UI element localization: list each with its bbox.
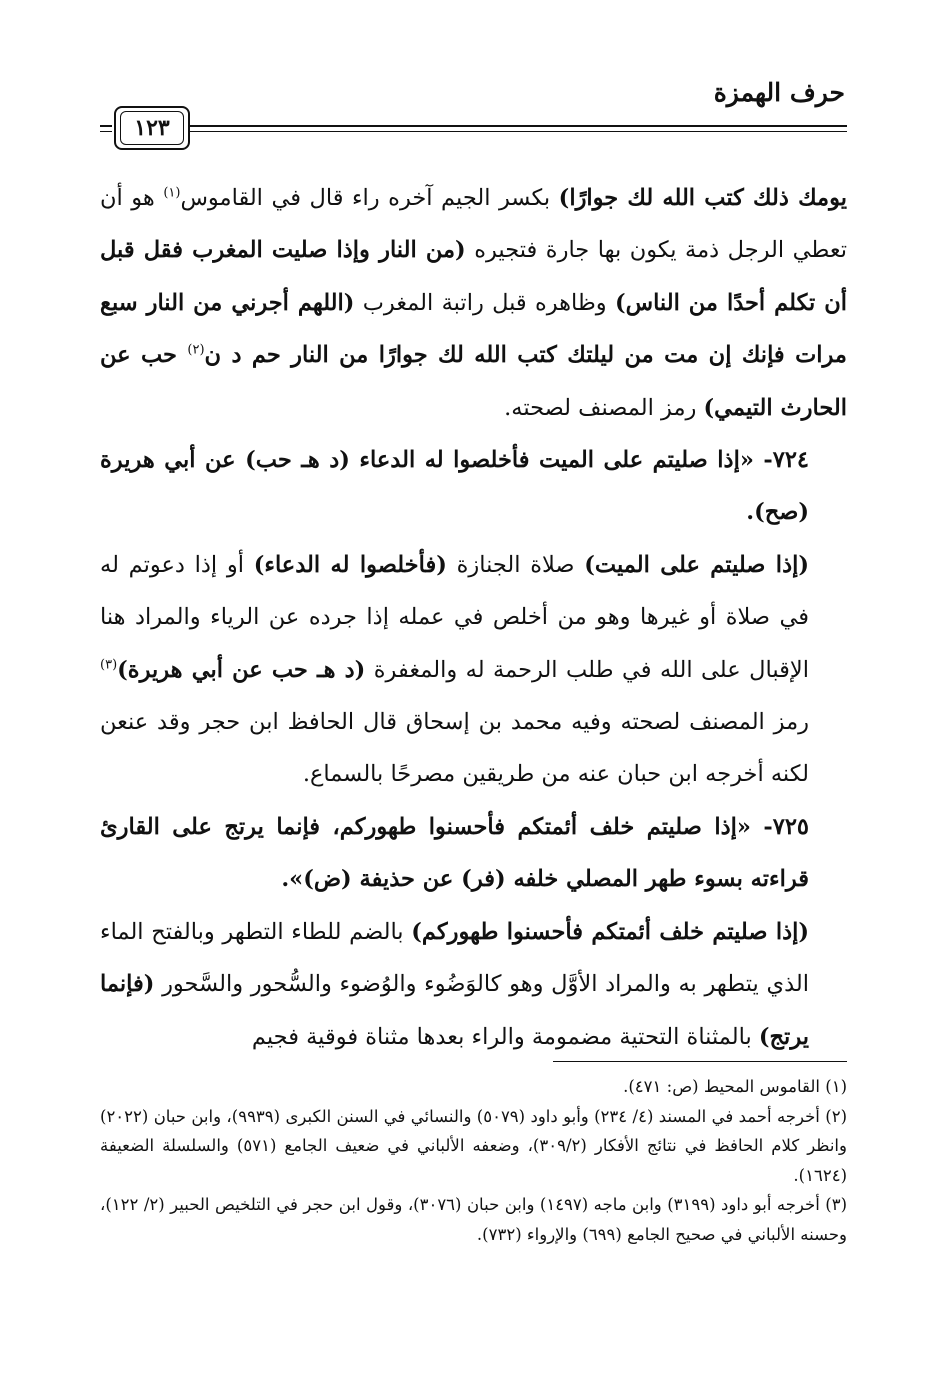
hadith-725 (100, 801, 847, 906)
text-span: بكسر الجيم آخره راء قال في القاموس (180, 185, 559, 211)
header-rule-left (100, 125, 112, 132)
header-rule (190, 125, 847, 132)
bold-span: حب عن الحارث التيمي) (100, 342, 847, 421)
bold-span: (د هـ حب عن أبي هريرة) (117, 656, 366, 683)
text-span: وظاهره قبل راتبة المغرب (354, 289, 615, 316)
bold-span: (فإنما يرتج) (100, 971, 809, 1050)
text-span: بالضم للطاء التطهر وبالفتح الماء الذي يتطهر به والمراد الأوَّل وهو كالوَضُوء والوُضوء والسُّحور والسَّحور (100, 918, 809, 998)
bold-span: (إذا صليتم على الميت) (584, 551, 809, 578)
footnote-ref-1: (١) (163, 185, 181, 201)
footnote-1: (١) القاموس المحيط (ص: ٤٧١). (623, 1077, 847, 1096)
footnote-ref-2: (٢) (187, 342, 205, 358)
hadith-text: «إذا صليتم خلف أئمتكم فأحسنوا طهوركم، فإنما يرتج على القارئ قراءته بسوء طهر المصلي خلفه (فر) عن حذيفة (ض)». (100, 813, 809, 893)
main-text (100, 172, 847, 1063)
paragraph-5 (100, 906, 847, 1063)
text-span: رمز المصنف لصحته. (504, 394, 704, 421)
running-title: حرف الهمزة (713, 78, 845, 107)
page-number-frame (114, 106, 190, 150)
bold-span: (فأخلصوا له الدعاء) (253, 551, 447, 578)
bold-span: (اللهم أجرني من النار سبع مرات فإنك إن مت من ليلتك كتب الله لك جوارًا من النار حم د ن (100, 289, 847, 369)
bold-span: (إذا صليتم خلف أئمتكم فأحسنوا طهوركم) (411, 918, 810, 945)
hadith-number: ٧٢٤- (753, 447, 810, 474)
hadith-text: «إذا صليتم على الميت فأخلصوا له الدعاء (د هـ حب) عن أبي هريرة (صح). (100, 447, 809, 526)
text-span: صلاة الجنازة (446, 551, 585, 578)
text-span: بالمثناة التحتية مضمومة والراء بعدها مثناة فوقية فجيم (251, 1023, 759, 1050)
text-span: أو إذا دعوتم له في صلاة أو غيرها وهو من أخلص في عمله إذا جرده عن الرياء والمراد هنا الإقبال على الله في طلب الرحمة له والمغفرة (100, 551, 809, 683)
page-number: ١٢٣ (120, 111, 184, 145)
footnote-ref-3: (٣) (100, 657, 118, 673)
paragraph-3 (100, 539, 847, 801)
bold-span: (من النار وإذا صليت المغرب فقل قبل أن تكلم أحدًا من الناس) (100, 237, 847, 316)
paragraph-1 (100, 172, 847, 434)
footnote-2: (٢) أخرجه أحمد في المسند (٤/ ٢٣٤) وأبو داود (٥٠٧٩) والنسائي في السنن الكبرى (٩٩٣٩)، وابن حبان (٢٠٢٢) وانظر كلام الحافظ في نتائج الأفكار (٣٠٩/٢)، وضعفه الألباني في ضعيف الجامع (٥٧١) والسلسلة الضعيفة (١٦٢٤). (100, 1106, 847, 1185)
text-span: هو أن تعطي الرجل ذمة يكون بها جارة فتجيره (100, 185, 847, 264)
hadith-number: ٧٢٥- (750, 813, 809, 840)
text-span: رمز المصنف لصحته وفيه محمد بن إسحاق قال الحافظ ابن حجر وقد عنعن لكنه أخرجه ابن حبان عنه من طريقين مصرحًا بالسماع. (100, 709, 809, 788)
footnote-separator (553, 1061, 847, 1062)
hadith-724 (100, 434, 847, 539)
footnotes (100, 1072, 847, 1249)
footnote-3: (٣) أخرجه أبو داود (٣١٩٩) وابن ماجه (١٤٩٧) وابن حبان (٣٠٧٦)، وقول ابن حجر في التلخيص الحبير (٢/ ١٢٢)، وحسنه الألباني في صحيح الجامع (٦٩٩) والإرواء (٧٣٢). (100, 1195, 848, 1244)
bold-span: يومك ذلك كتب الله لك جوارًا) (558, 185, 847, 211)
